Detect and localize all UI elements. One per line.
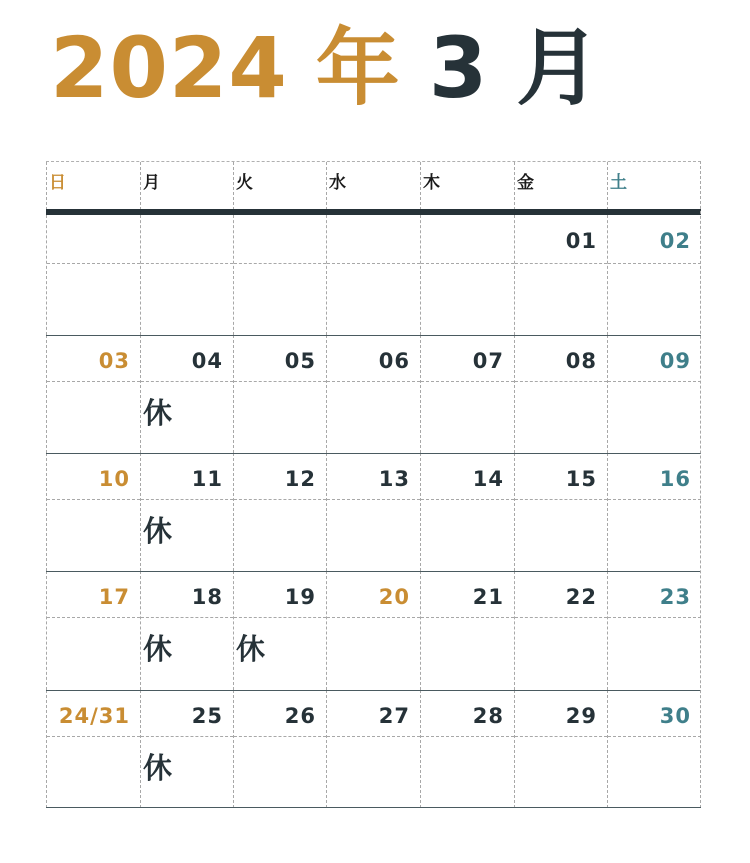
day-number: 22 [565, 585, 597, 609]
cell-divider [327, 736, 420, 737]
cell-divider [608, 499, 701, 500]
day-cell[interactable] [140, 690, 233, 808]
cell-divider [421, 736, 514, 737]
cell-divider [234, 617, 326, 618]
day-note: 休 [143, 632, 173, 666]
day-number: 28 [472, 704, 504, 728]
day-number: 19 [284, 585, 316, 609]
day-cell[interactable] [326, 453, 420, 571]
week-row [46, 215, 701, 335]
cell-divider [608, 263, 701, 264]
week-row [46, 453, 701, 571]
weekday-mon: 月 [140, 162, 233, 210]
cell-divider [47, 499, 140, 500]
day-number: 17 [98, 585, 130, 609]
day-number: 03 [98, 349, 130, 373]
day-number: 30 [659, 704, 691, 728]
week-separator [46, 571, 701, 572]
weekday-sat: 土 [607, 162, 701, 210]
day-number: 25 [191, 704, 223, 728]
day-cell[interactable] [514, 335, 607, 453]
cell-divider [608, 617, 701, 618]
day-cell[interactable] [326, 690, 420, 808]
day-number: 08 [565, 349, 597, 373]
day-cell[interactable] [233, 215, 326, 335]
cell-divider [327, 499, 420, 500]
week-row [46, 571, 701, 690]
day-cell[interactable] [420, 335, 514, 453]
day-cell[interactable] [46, 215, 140, 335]
weekday-sun: 日 [46, 162, 140, 210]
cell-divider [234, 381, 326, 382]
day-note: 休 [236, 632, 266, 666]
day-number: 23 [659, 585, 691, 609]
day-cell[interactable] [514, 215, 607, 335]
weekday-tue: 火 [233, 162, 326, 210]
day-number: 27 [378, 704, 410, 728]
day-cell[interactable] [140, 571, 233, 690]
title-month-unit: 月 [516, 19, 602, 117]
day-number: 16 [659, 467, 691, 491]
day-note: 休 [143, 751, 173, 785]
day-cell[interactable] [46, 335, 140, 453]
day-number: 15 [565, 467, 597, 491]
day-cell[interactable] [46, 453, 140, 571]
weekday-wed: 水 [326, 162, 420, 210]
cell-divider [47, 381, 140, 382]
day-cell[interactable] [233, 453, 326, 571]
day-number: 02 [659, 229, 691, 253]
day-number: 24/31 [58, 704, 130, 728]
day-cell[interactable] [46, 690, 140, 808]
day-cell[interactable] [514, 690, 607, 808]
cell-divider [234, 736, 326, 737]
grid-bottom-edge [46, 807, 701, 808]
cell-divider [515, 381, 607, 382]
day-cell[interactable] [233, 571, 326, 690]
day-cell[interactable] [420, 215, 514, 335]
cell-divider [515, 617, 607, 618]
week-separator [46, 335, 701, 336]
day-cell[interactable] [420, 453, 514, 571]
day-number: 10 [98, 467, 130, 491]
day-number: 07 [472, 349, 504, 373]
day-cell[interactable] [326, 335, 420, 453]
cell-divider [421, 499, 514, 500]
week-row [46, 335, 701, 453]
weekday-header [46, 161, 701, 209]
day-cell[interactable] [514, 571, 607, 690]
title-month: 3 [428, 19, 489, 117]
day-cell[interactable] [326, 215, 420, 335]
day-number: 12 [284, 467, 316, 491]
grid-right-edge [700, 161, 701, 808]
cell-divider [141, 617, 233, 618]
cell-divider [515, 499, 607, 500]
day-cell[interactable] [233, 690, 326, 808]
cell-divider [608, 736, 701, 737]
cell-divider [141, 499, 233, 500]
day-number: 06 [378, 349, 410, 373]
weekday-thu: 木 [420, 162, 514, 210]
day-cell[interactable] [420, 571, 514, 690]
day-cell[interactable] [233, 335, 326, 453]
day-note: 休 [143, 396, 173, 430]
day-cell[interactable] [607, 335, 701, 453]
day-number: 04 [191, 349, 223, 373]
cell-divider [47, 263, 140, 264]
day-cell[interactable] [607, 453, 701, 571]
week-separator [46, 453, 701, 454]
cell-divider [141, 263, 233, 264]
cell-divider [421, 617, 514, 618]
weekday-fri: 金 [514, 162, 607, 210]
day-number: 18 [191, 585, 223, 609]
day-note: 休 [143, 514, 173, 548]
cell-divider [421, 263, 514, 264]
day-cell[interactable] [607, 215, 701, 335]
calendar-grid [46, 161, 701, 808]
week-separator [46, 690, 701, 691]
day-number: 11 [191, 467, 223, 491]
day-number: 26 [284, 704, 316, 728]
day-cell[interactable] [514, 453, 607, 571]
day-cell[interactable] [140, 453, 233, 571]
cell-divider [515, 736, 607, 737]
day-number: 29 [565, 704, 597, 728]
cell-divider [141, 381, 233, 382]
day-number: 05 [284, 349, 316, 373]
day-number: 01 [565, 229, 597, 253]
day-cell[interactable] [607, 690, 701, 808]
day-number: 09 [659, 349, 691, 373]
day-cell[interactable] [607, 571, 701, 690]
day-cell[interactable] [420, 690, 514, 808]
cell-divider [327, 617, 420, 618]
day-cell[interactable] [326, 571, 420, 690]
cell-divider [608, 381, 701, 382]
cell-divider [327, 263, 420, 264]
cell-divider [515, 263, 607, 264]
cell-divider [327, 381, 420, 382]
day-number: 20 [378, 585, 410, 609]
cell-divider [47, 736, 140, 737]
day-number: 21 [472, 585, 504, 609]
cell-divider [47, 617, 140, 618]
day-number: 13 [378, 467, 410, 491]
day-number: 14 [472, 467, 504, 491]
day-cell[interactable] [46, 571, 140, 690]
title-year-unit: 年 [315, 19, 401, 117]
cell-divider [234, 263, 326, 264]
cell-divider [141, 736, 233, 737]
title-year: 2024 [50, 19, 288, 117]
day-cell[interactable] [140, 215, 233, 335]
day-cell[interactable] [140, 335, 233, 453]
week-row [46, 690, 701, 808]
cell-divider [234, 499, 326, 500]
cell-divider [421, 381, 514, 382]
calendar-title [50, 18, 601, 118]
